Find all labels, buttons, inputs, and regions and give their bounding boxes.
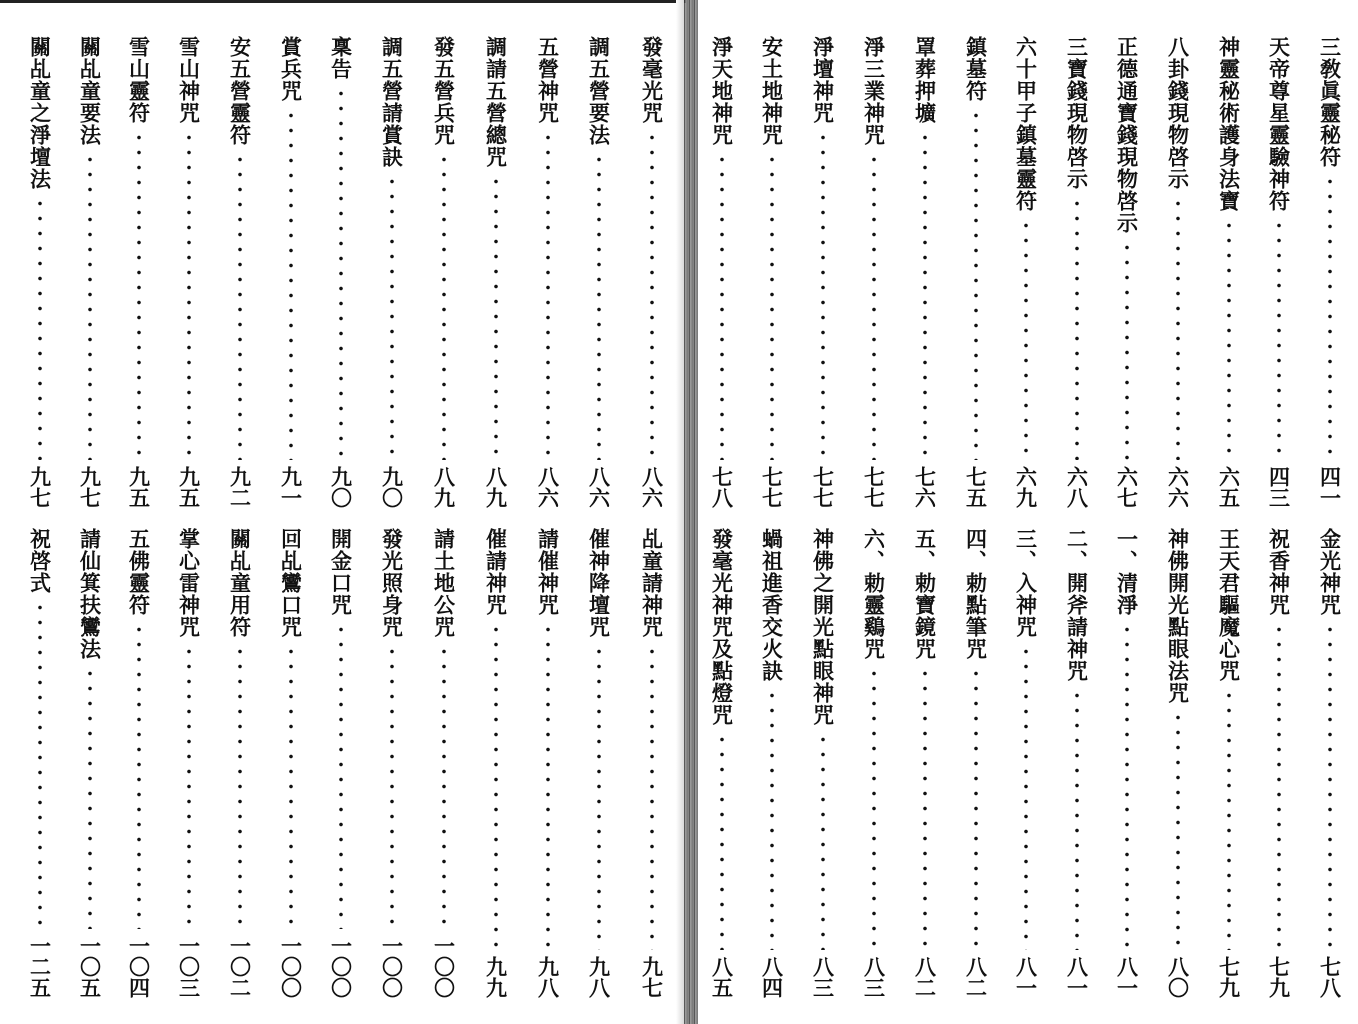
entry-page: 八〇 <box>1165 956 1191 998</box>
dot-leader <box>137 622 141 929</box>
dot-leader <box>88 666 92 929</box>
dot-leader <box>821 732 825 950</box>
dot-leader <box>770 688 774 950</box>
dot-leader <box>1024 644 1028 950</box>
entry-title: 祝啓式 <box>27 528 53 594</box>
entry-page: 八一 <box>1064 956 1090 998</box>
entry-title: 催神降壇咒 <box>586 528 612 638</box>
entry-title: 正德通寶錢現物啓示 <box>1114 36 1140 234</box>
entry-page: 六九 <box>1013 466 1039 508</box>
entry-page: 九八 <box>586 956 612 998</box>
entry-page: 八九 <box>483 466 509 508</box>
entry-page: 七八 <box>1317 956 1343 998</box>
toc-entry <box>121 36 157 508</box>
entry-page: 八五 <box>709 956 735 998</box>
toc-entry <box>1160 528 1196 998</box>
entry-page: 七七 <box>759 466 785 508</box>
entry-page: 七九 <box>1216 956 1242 998</box>
entry-title: 發毫光咒 <box>639 36 665 124</box>
toc-entry <box>1312 36 1348 508</box>
right-page <box>698 0 1358 1024</box>
dot-leader <box>390 644 394 929</box>
toc-entry <box>634 36 670 508</box>
entry-page: 九一 <box>278 466 304 508</box>
dot-leader <box>720 152 724 460</box>
entry-page: 一〇〇 <box>379 935 405 998</box>
entry-title: 請仙箕扶鸞法 <box>77 528 103 660</box>
toc-entry <box>273 528 309 998</box>
dot-leader <box>597 644 601 950</box>
entry-page: 六七 <box>1114 466 1140 508</box>
entry-title: 淨天地神咒 <box>709 36 735 146</box>
entry-page: 八四 <box>759 956 785 998</box>
toc-entry <box>856 528 892 998</box>
toc-entry <box>1160 36 1196 508</box>
toc-entry <box>958 528 994 998</box>
entry-title: 五、勅寶鏡咒 <box>912 528 938 660</box>
toc-entry <box>478 528 514 998</box>
toc-entry <box>323 528 359 998</box>
toc-entry <box>1312 528 1348 998</box>
toc-entry <box>1008 36 1044 508</box>
toc-entry <box>1109 36 1145 508</box>
toc-entry <box>805 36 841 508</box>
entry-page: 一〇二 <box>227 935 253 998</box>
dot-leader <box>923 130 927 460</box>
entry-title: 祝香神咒 <box>1266 528 1292 616</box>
toc-entry <box>22 528 58 998</box>
toc-entry <box>1008 528 1044 998</box>
toc-entry <box>581 36 617 508</box>
entry-page: 一二五 <box>27 935 53 998</box>
entry-title: 二、開斧請神咒 <box>1064 528 1090 682</box>
toc-entry <box>581 528 617 998</box>
top-rule <box>0 0 686 3</box>
entry-title: 稟告 <box>328 36 354 80</box>
toc-entry <box>530 36 566 508</box>
dot-leader <box>1277 622 1281 950</box>
entry-title: 五佛靈符 <box>126 528 152 616</box>
entry-page: 九八 <box>535 956 561 998</box>
toc-entry <box>1059 36 1095 508</box>
entry-title: 王天君驅魔心咒 <box>1216 528 1242 682</box>
entry-title: 掌心雷神咒 <box>176 528 202 638</box>
entry-title: 賞兵咒 <box>278 36 304 102</box>
toc-entry <box>374 36 410 508</box>
dot-leader <box>872 152 876 460</box>
toc-entry <box>805 528 841 998</box>
dot-leader <box>1075 196 1079 460</box>
entry-title: 關乩童之淨壇法 <box>27 36 53 190</box>
dot-leader <box>187 644 191 929</box>
entry-title: 五營神咒 <box>535 36 561 124</box>
toc-entry <box>754 528 790 998</box>
entry-title: 金光神咒 <box>1317 528 1343 616</box>
dot-leader <box>546 130 550 460</box>
toc-entry <box>634 528 670 998</box>
entry-title: 關乩童用符 <box>227 528 253 638</box>
toc-entry <box>958 36 994 508</box>
dot-leader <box>872 666 876 950</box>
entry-title: 安五營靈符 <box>227 36 253 146</box>
entry-page: 八三 <box>861 956 887 998</box>
toc-entry <box>222 528 258 998</box>
toc-entry <box>704 36 740 508</box>
entry-title: 罩葬押壙 <box>912 36 938 124</box>
toc-entry <box>374 528 410 998</box>
entry-title: 雪山神咒 <box>176 36 202 124</box>
entry-page: 六六 <box>1165 466 1191 508</box>
entry-page: 九九 <box>483 956 509 998</box>
dot-leader <box>339 86 343 460</box>
dot-leader <box>650 130 654 460</box>
entry-page: 一〇三 <box>176 935 202 998</box>
entry-page: 八六 <box>586 466 612 508</box>
dot-leader <box>187 130 191 460</box>
entry-title: 神佛開光點眼法咒 <box>1165 528 1191 704</box>
entry-page: 七六 <box>912 466 938 508</box>
dot-leader <box>38 196 42 460</box>
entry-title: 天帝尊星靈驗神符 <box>1266 36 1292 212</box>
dot-leader <box>923 666 927 950</box>
entry-page: 七八 <box>709 466 735 508</box>
toc-entry <box>856 36 892 508</box>
toc-entry <box>1109 528 1145 998</box>
entry-page: 七七 <box>810 466 836 508</box>
entry-page: 七五 <box>963 466 989 508</box>
dot-leader <box>238 644 242 929</box>
dot-leader <box>1125 240 1129 460</box>
entry-title: 六十甲子鎮墓靈符 <box>1013 36 1039 212</box>
toc-entry <box>121 528 157 998</box>
dot-leader <box>38 600 42 929</box>
toc-entry <box>530 528 566 998</box>
toc-entry <box>72 528 108 998</box>
dot-leader <box>720 732 724 950</box>
dot-leader <box>88 152 92 460</box>
entry-title: 催請神咒 <box>483 528 509 616</box>
entry-page: 九七 <box>27 466 53 508</box>
entry-title: 發毫光神咒及點燈咒 <box>709 528 735 726</box>
toc-entry <box>704 528 740 998</box>
entry-page: 八一 <box>1114 956 1140 998</box>
dot-leader <box>289 644 293 929</box>
dot-leader <box>1075 688 1079 950</box>
dot-leader <box>390 174 394 460</box>
dot-leader <box>137 130 141 460</box>
dot-leader <box>494 174 498 460</box>
entry-title: 調五營要法 <box>586 36 612 146</box>
dot-leader <box>1024 218 1028 460</box>
entry-page: 一〇〇 <box>328 935 354 998</box>
entry-title: 一、清淨 <box>1114 528 1140 616</box>
entry-page: 九五 <box>176 466 202 508</box>
dot-leader <box>442 644 446 929</box>
entry-title: 六、勅靈鷄咒 <box>861 528 887 660</box>
entry-title: 發光照身咒 <box>379 528 405 638</box>
entry-page: 九〇 <box>379 466 405 508</box>
entry-title: 三寶錢現物啓示 <box>1064 36 1090 190</box>
entry-page: 一〇〇 <box>431 935 457 998</box>
toc-entry <box>907 528 943 998</box>
entry-page: 九七 <box>639 956 665 998</box>
entry-title: 請土地公咒 <box>431 528 457 638</box>
toc-entry <box>754 36 790 508</box>
entry-page: 九五 <box>126 466 152 508</box>
entry-page: 七九 <box>1266 956 1292 998</box>
entry-title: 開金口咒 <box>328 528 354 616</box>
dot-leader <box>1227 218 1231 460</box>
entry-title: 回乩鸞口咒 <box>278 528 304 638</box>
entry-page: 四三 <box>1266 466 1292 508</box>
entry-page: 八二 <box>912 956 938 998</box>
toc-entry <box>171 528 207 998</box>
toc-entry <box>1211 528 1247 998</box>
entry-title: 神靈秘術護身法寶 <box>1216 36 1242 212</box>
entry-page: 一〇〇 <box>278 935 304 998</box>
toc-entry <box>323 36 359 508</box>
entry-title: 調五營請賞訣 <box>379 36 405 168</box>
dot-leader <box>1176 710 1180 950</box>
dot-leader <box>339 622 343 929</box>
entry-page: 九〇 <box>328 466 354 508</box>
entry-page: 六五 <box>1216 466 1242 508</box>
entry-title: 淨壇神咒 <box>810 36 836 124</box>
dot-leader <box>1277 218 1281 460</box>
entry-title: 八卦錢現物啓示 <box>1165 36 1191 190</box>
dot-leader <box>546 622 550 950</box>
dot-leader <box>442 152 446 460</box>
toc-entry <box>1211 36 1247 508</box>
toc-entry <box>222 36 258 508</box>
entry-title: 乩童請神咒 <box>639 528 665 638</box>
dot-leader <box>1176 196 1180 460</box>
entry-page: 八六 <box>535 466 561 508</box>
toc-entry <box>72 36 108 508</box>
toc-entry <box>426 36 462 508</box>
entry-page: 九七 <box>77 466 103 508</box>
dot-leader <box>1328 174 1332 460</box>
entry-title: 神佛之開光點眼神咒 <box>810 528 836 726</box>
toc-entry <box>273 36 309 508</box>
entry-page: 八一 <box>1013 956 1039 998</box>
entry-page: 八九 <box>431 466 457 508</box>
dot-leader <box>238 152 242 460</box>
entry-page: 六八 <box>1064 466 1090 508</box>
entry-title: 發五營兵咒 <box>431 36 457 146</box>
entry-title: 安土地神咒 <box>759 36 785 146</box>
entry-page: 七七 <box>861 466 887 508</box>
entry-page: 四一 <box>1317 466 1343 508</box>
dot-leader <box>494 622 498 950</box>
entry-page: 一〇四 <box>126 935 152 998</box>
toc-entry <box>426 528 462 998</box>
toc-entry <box>22 36 58 508</box>
entry-page: 九二 <box>227 466 253 508</box>
entry-title: 蝸祖進香交火訣 <box>759 528 785 682</box>
entry-title: 關乩童要法 <box>77 36 103 146</box>
toc-entry <box>478 36 514 508</box>
entry-page: 一〇五 <box>77 935 103 998</box>
dot-leader <box>770 152 774 460</box>
toc-entry <box>1261 528 1297 998</box>
entry-title: 雪山靈符 <box>126 36 152 124</box>
entry-title: 三、入神咒 <box>1013 528 1039 638</box>
entry-title: 淨三業神咒 <box>861 36 887 146</box>
toc-entry <box>171 36 207 508</box>
entry-title: 鎮墓符 <box>963 36 989 102</box>
dot-leader <box>1125 622 1129 950</box>
dot-leader <box>821 130 825 460</box>
toc-entry <box>907 36 943 508</box>
toc-entry <box>1261 36 1297 508</box>
dot-leader <box>597 152 601 460</box>
dot-leader <box>1227 688 1231 950</box>
dot-leader <box>974 108 978 460</box>
dot-leader <box>650 644 654 950</box>
dot-leader <box>289 108 293 460</box>
entry-title: 四、勅點筆咒 <box>963 528 989 660</box>
entry-page: 八二 <box>963 956 989 998</box>
entry-title: 調請五營總咒 <box>483 36 509 168</box>
dot-leader <box>1328 622 1332 950</box>
entry-title: 請催神咒 <box>535 528 561 616</box>
entry-title: 三敎眞靈秘符 <box>1317 36 1343 168</box>
entry-page: 八三 <box>810 956 836 998</box>
page-edge-shadow <box>676 0 684 1024</box>
entry-page: 八六 <box>639 466 665 508</box>
toc-entry <box>1059 528 1095 998</box>
dot-leader <box>974 666 978 950</box>
